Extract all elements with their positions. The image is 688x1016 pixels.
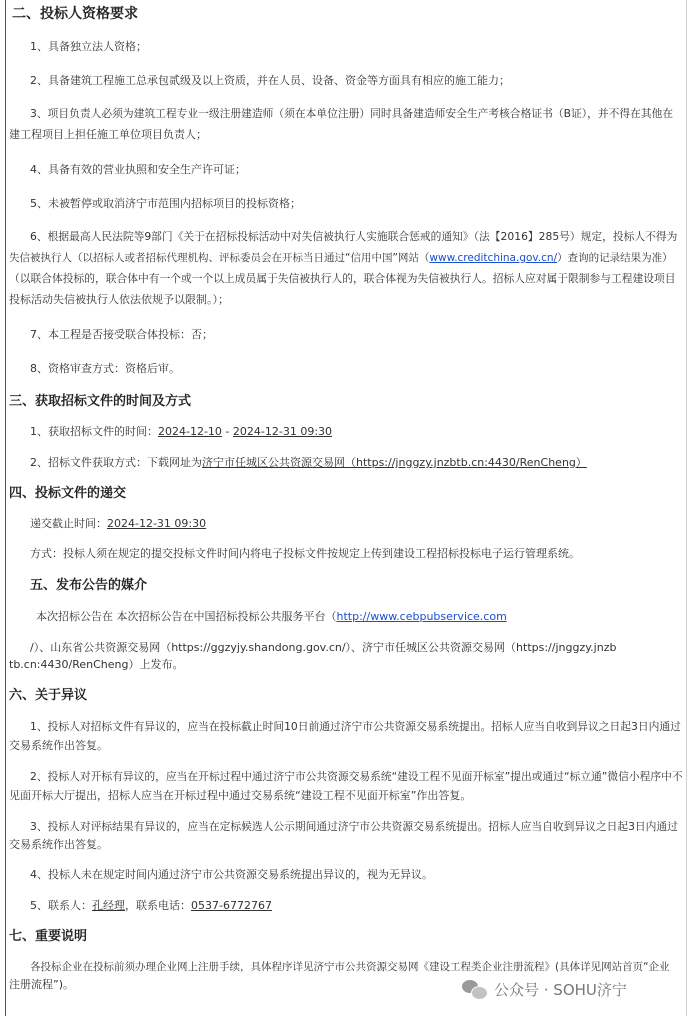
obtain-end-time: 2024-12-31 09:30 (232, 425, 333, 438)
deadline-value: 2024-12-31 09:30 (107, 517, 207, 530)
sec2-item-8: 8、资格审查方式：资格后审。 (30, 362, 180, 375)
sec6-item-2a: 2、投标人对开标有异议的，应当在开标过程中通过济宁市公共资源交易系统“建设工程不见面开标室”提出或通过“标立通”微信小程序中不 (30, 770, 683, 783)
deadline-label: 递交截止时间： (30, 517, 107, 530)
section-7-heading: 七、重要说明 (9, 929, 88, 944)
sec5-line-1-text: 本次招标公告在 本次招标公告在中国招标投标公共服务平台（ (36, 610, 337, 623)
wechat-icon (462, 978, 488, 1000)
sec6-item-3b: 交易系统作出答复。 (9, 838, 108, 851)
sec5-line-2b: tb.cn:4430/RenCheng）上发布。 (9, 658, 184, 671)
contact-phone-label: ，联系电话： (125, 899, 191, 912)
contact-label: 5、联系人： (30, 899, 92, 912)
sec2-item-1: 1、具备独立法人资格； (30, 40, 147, 53)
sec2-item-3a: 3、项目负责人必须为建筑工程专业一级注册建造师（须在本单位注册）同时具备建造师安全生产考核合格证书（B证），并不得在其他在 (30, 107, 674, 120)
sec2-item-6c: （以联合体投标的，联合体中有一个或一个以上成员属于失信被执行人的，联合体视为失信被执行人。招标人应对属于限制参与工程建设项目 (9, 272, 676, 285)
obtain-start-time: 2024-12-10 (158, 425, 222, 438)
sec4-deadline (30, 517, 206, 531)
contact-phone: 0537-6772767 (191, 899, 272, 912)
watermark-text: 公众号 · SOHU济宁 (494, 980, 627, 999)
section-2-heading: 二、投标人资格要求 (12, 6, 138, 22)
cebpubservice-link[interactable]: http://www.cebpubservice.com (336, 610, 507, 623)
section-3-heading: 三、获取招标文件的时间及方式 (9, 394, 192, 409)
sec6-item-4: 4、投标人未在规定时间内通过济宁市公共资源交易系统提出异议的，视为无异议。 (30, 868, 433, 881)
sec4-method: 方式：投标人须在规定的提交投标文件时间内将电子投标文件按规定上传到建设工程招标投标电子运行管理系统。 (30, 547, 580, 560)
section-6-heading: 六、关于异议 (9, 688, 88, 703)
sec3-item-1-label: 1、获取招标文件的时间： (30, 425, 158, 438)
sec7-line-1: 各投标企业在投标前须办理企业网上注册手续，具体程序详见济宁市公共资源交易网《建设工程类企业注册流程》(具体详见网站首页“企业 (30, 961, 670, 973)
sec6-item-2b: 见面开标大厅提出，招标人应当在开标过程中通过交易系统“建设工程不见面开标室”作出答复。 (9, 789, 472, 802)
document-frame (5, 0, 687, 1016)
sec5-line-2a: /）、山东省公共资源交易网（https://ggzyjy.shandong.gov.cn/）、济宁市任城区公共资源交易网（https://jnggzy.jnzb (30, 641, 617, 654)
sec2-item-3b: 建工程项目上担任施工单位项目负责人； (9, 128, 207, 141)
sec2-item-5: 5、未被暂停或取消济宁市范围内招标项目的投标资格； (30, 197, 301, 210)
sec2-item-6d: 投标活动失信被执行人依法依规予以限制。）； (9, 293, 229, 306)
sec3-item-2-label: 2、招标文件获取方式：下载网址为 (30, 456, 202, 469)
section-4-heading: 四、投标文件的递交 (9, 486, 127, 501)
sec2-item-6b-post: ）查询的记录结果为准） (557, 252, 673, 264)
section-5-heading: 五、发布公告的媒介 (30, 578, 148, 593)
sec2-item-4: 4、具备有效的营业执照和安全生产许可证； (30, 163, 246, 176)
sec6-item-1a: 1、投标人对招标文件有异议的，应当在投标截止时间10日前通过济宁市公共资源交易系统提出。招标人应当自收到异议之日起3日内通过 (30, 720, 681, 733)
contact-name: 孔经理 (92, 899, 125, 912)
sec7-line-2: 注册流程”)。 (9, 978, 74, 991)
sec2-item-6b-pre: 失信被执行人（以招标人或者招标代理机构、评标委员会在开标当日通过“信用中国”网站（ (9, 252, 430, 264)
sec2-item-2: 2、具备建筑工程施工总承包贰级及以上资质，并在人员、设备、资金等方面具有相应的施工能力； (30, 74, 510, 87)
credit-china-link[interactable]: www.creditchina.gov.cn/ (429, 252, 558, 264)
sec3-item-1 (30, 425, 332, 439)
sec2-item-6b (9, 251, 673, 265)
sec2-item-7: 7、本工程是否接受联合体投标：否； (30, 328, 213, 341)
rencheng-exchange-link[interactable]: 济宁市任城区公共资源交易网（https://jnggzy.jnzbtb.cn:4430/RenCheng） (202, 456, 587, 469)
sec2-item-6a: 6、根据最高人民法院等9部门《关于在招标投标活动中对失信被执行人实施联合惩戒的通知》（法【2016】285号）规定，投标人不得为 (30, 230, 678, 243)
sec6-item-3a: 3、投标人对评标结果有异议的，应当在定标候选人公示期间通过济宁市公共资源交易系统提出。招标人应当自收到异议之日起3日内通过 (30, 820, 678, 833)
obtain-time-separator: - (221, 425, 233, 438)
sec6-item-1b: 交易系统作出答复。 (9, 739, 108, 752)
watermark (462, 976, 627, 1002)
sec5-line-1 (36, 610, 507, 624)
sec6-item-5 (30, 899, 272, 913)
sec3-item-2 (30, 456, 587, 470)
